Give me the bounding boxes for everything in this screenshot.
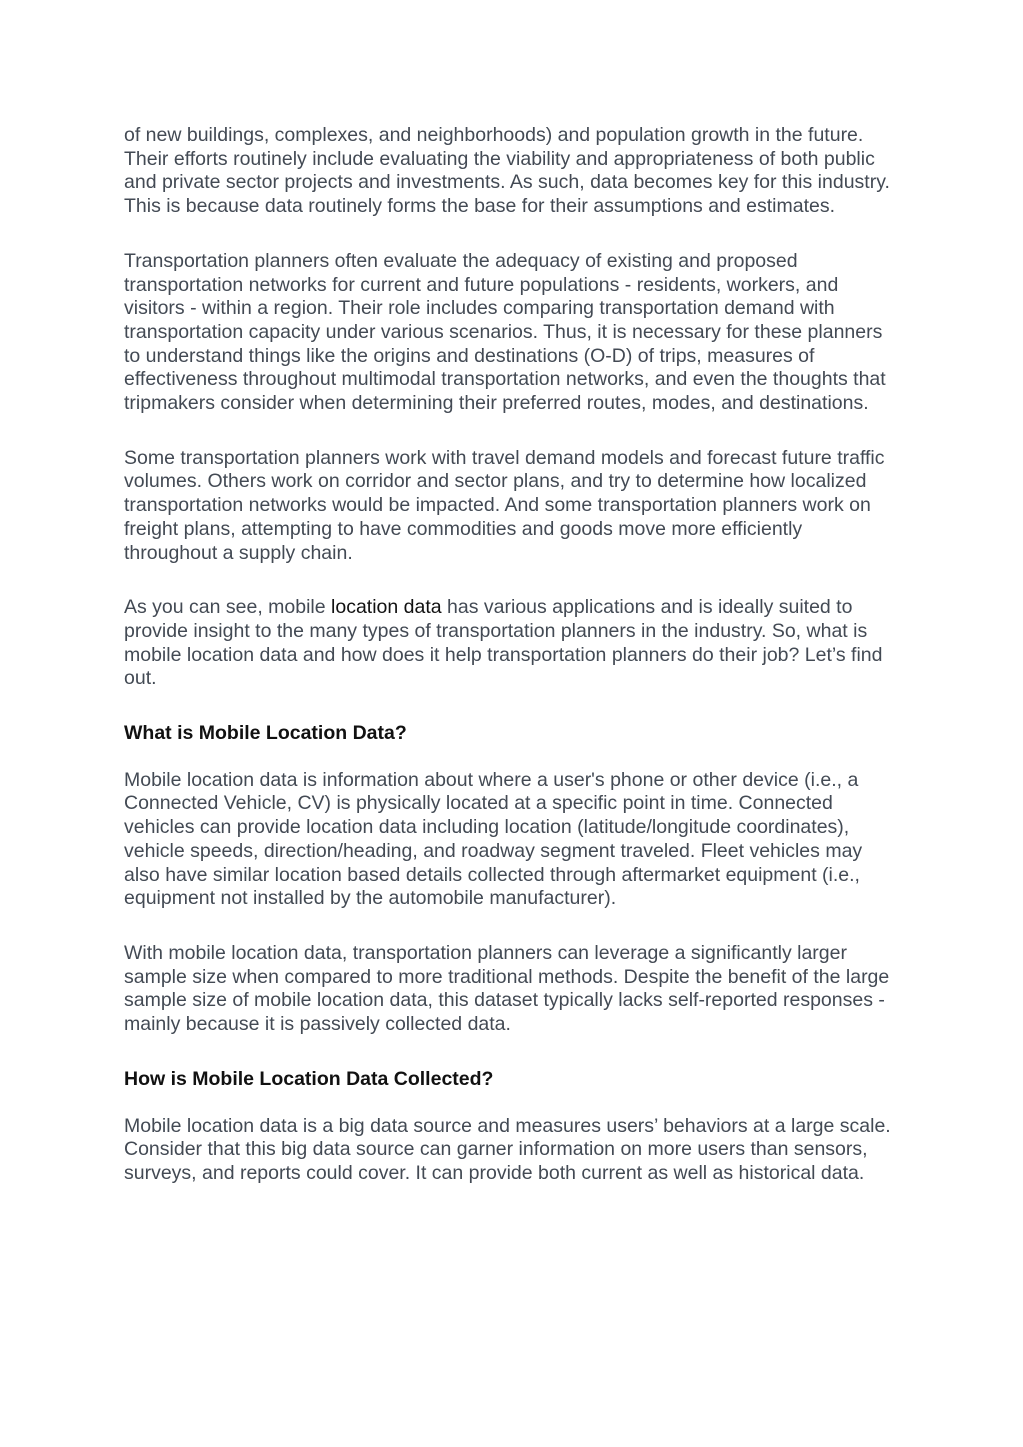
document-page (124, 124, 899, 1217)
paragraph-planner-types: Some transportation planners work with travel demand models and forecast future traffic volumes. Others work on corridor and sector plans, and try to determine how localized transportation networks would be impacted. And some transportation planners work on freight plans, attempting to have commodities and goods move more efficiently throughout a supply chain. (124, 446, 885, 564)
paragraph-applications-text-before: As you can see, mobile (124, 596, 332, 619)
heading-what-is-mobile-location-data: What is Mobile Location Data? (124, 722, 407, 745)
paragraph-definition: Mobile location data is information about where a user's phone or other device (i.e., a Connected Vehicle, CV) is physically located at a specific point in time. Connected vehicles can provide location data including location (latitude/longitude coordinates), vehicle speeds, direction/heading, and roadway segment traveled. Fleet vehicles may also have similar location based details collected through aftermarket equipment (i.e., equipment not installed by the automobile manufacturer). (124, 768, 863, 910)
location-data-link[interactable]: location data (331, 596, 442, 619)
heading-how-is-data-collected: How is Mobile Location Data Collected? (124, 1067, 494, 1090)
paragraph-big-data: Mobile location data is a big data source and measures users’ behaviors at a large scale. Consider that this big data source can garner information on more users than sensors, surveys, and reports could cover. It can provide both current as well as historical data. (124, 1114, 891, 1184)
paragraph-transportation-planners: Transportation planners often evaluate the adequacy of existing and proposed transportation networks for current and future populations - residents, workers, and visitors - within a region. Their role includes comparing transportation demand with transportation capacity under various scenarios. Thus, it is necessary for these planners to understand things like the origins and destinations (O-D) of trips, measures of effectiveness throughout multimodal transportation networks, and even the thoughts that tripmakers consider when determining their preferred routes, modes, and destinations. (124, 249, 886, 415)
paragraph-applications (124, 596, 899, 691)
paragraph-planners-intro: of new buildings, complexes, and neighborhoods) and population growth in the future. Their efforts routinely include evaluating the viability and appropriateness of both public and private sector projects and investments. As such, data becomes key for this industry. This is because data routinely forms the base for their assumptions and estimates. (124, 124, 890, 218)
paragraph-applications-text-after: has various applications and is ideally suited to provide insight to the many types of transportation planners in the industry. So, what is mobile location data and how does it help transportation planners do their job? Let’s find out. (124, 596, 883, 690)
paragraph-sample-size: With mobile location data, transportation planners can leverage a significantly larger sample size when compared to more traditional methods. Despite the benefit of the large sample size of mobile location data, this dataset typically lacks self-reported responses - mainly because it is passively collected data. (124, 941, 890, 1036)
